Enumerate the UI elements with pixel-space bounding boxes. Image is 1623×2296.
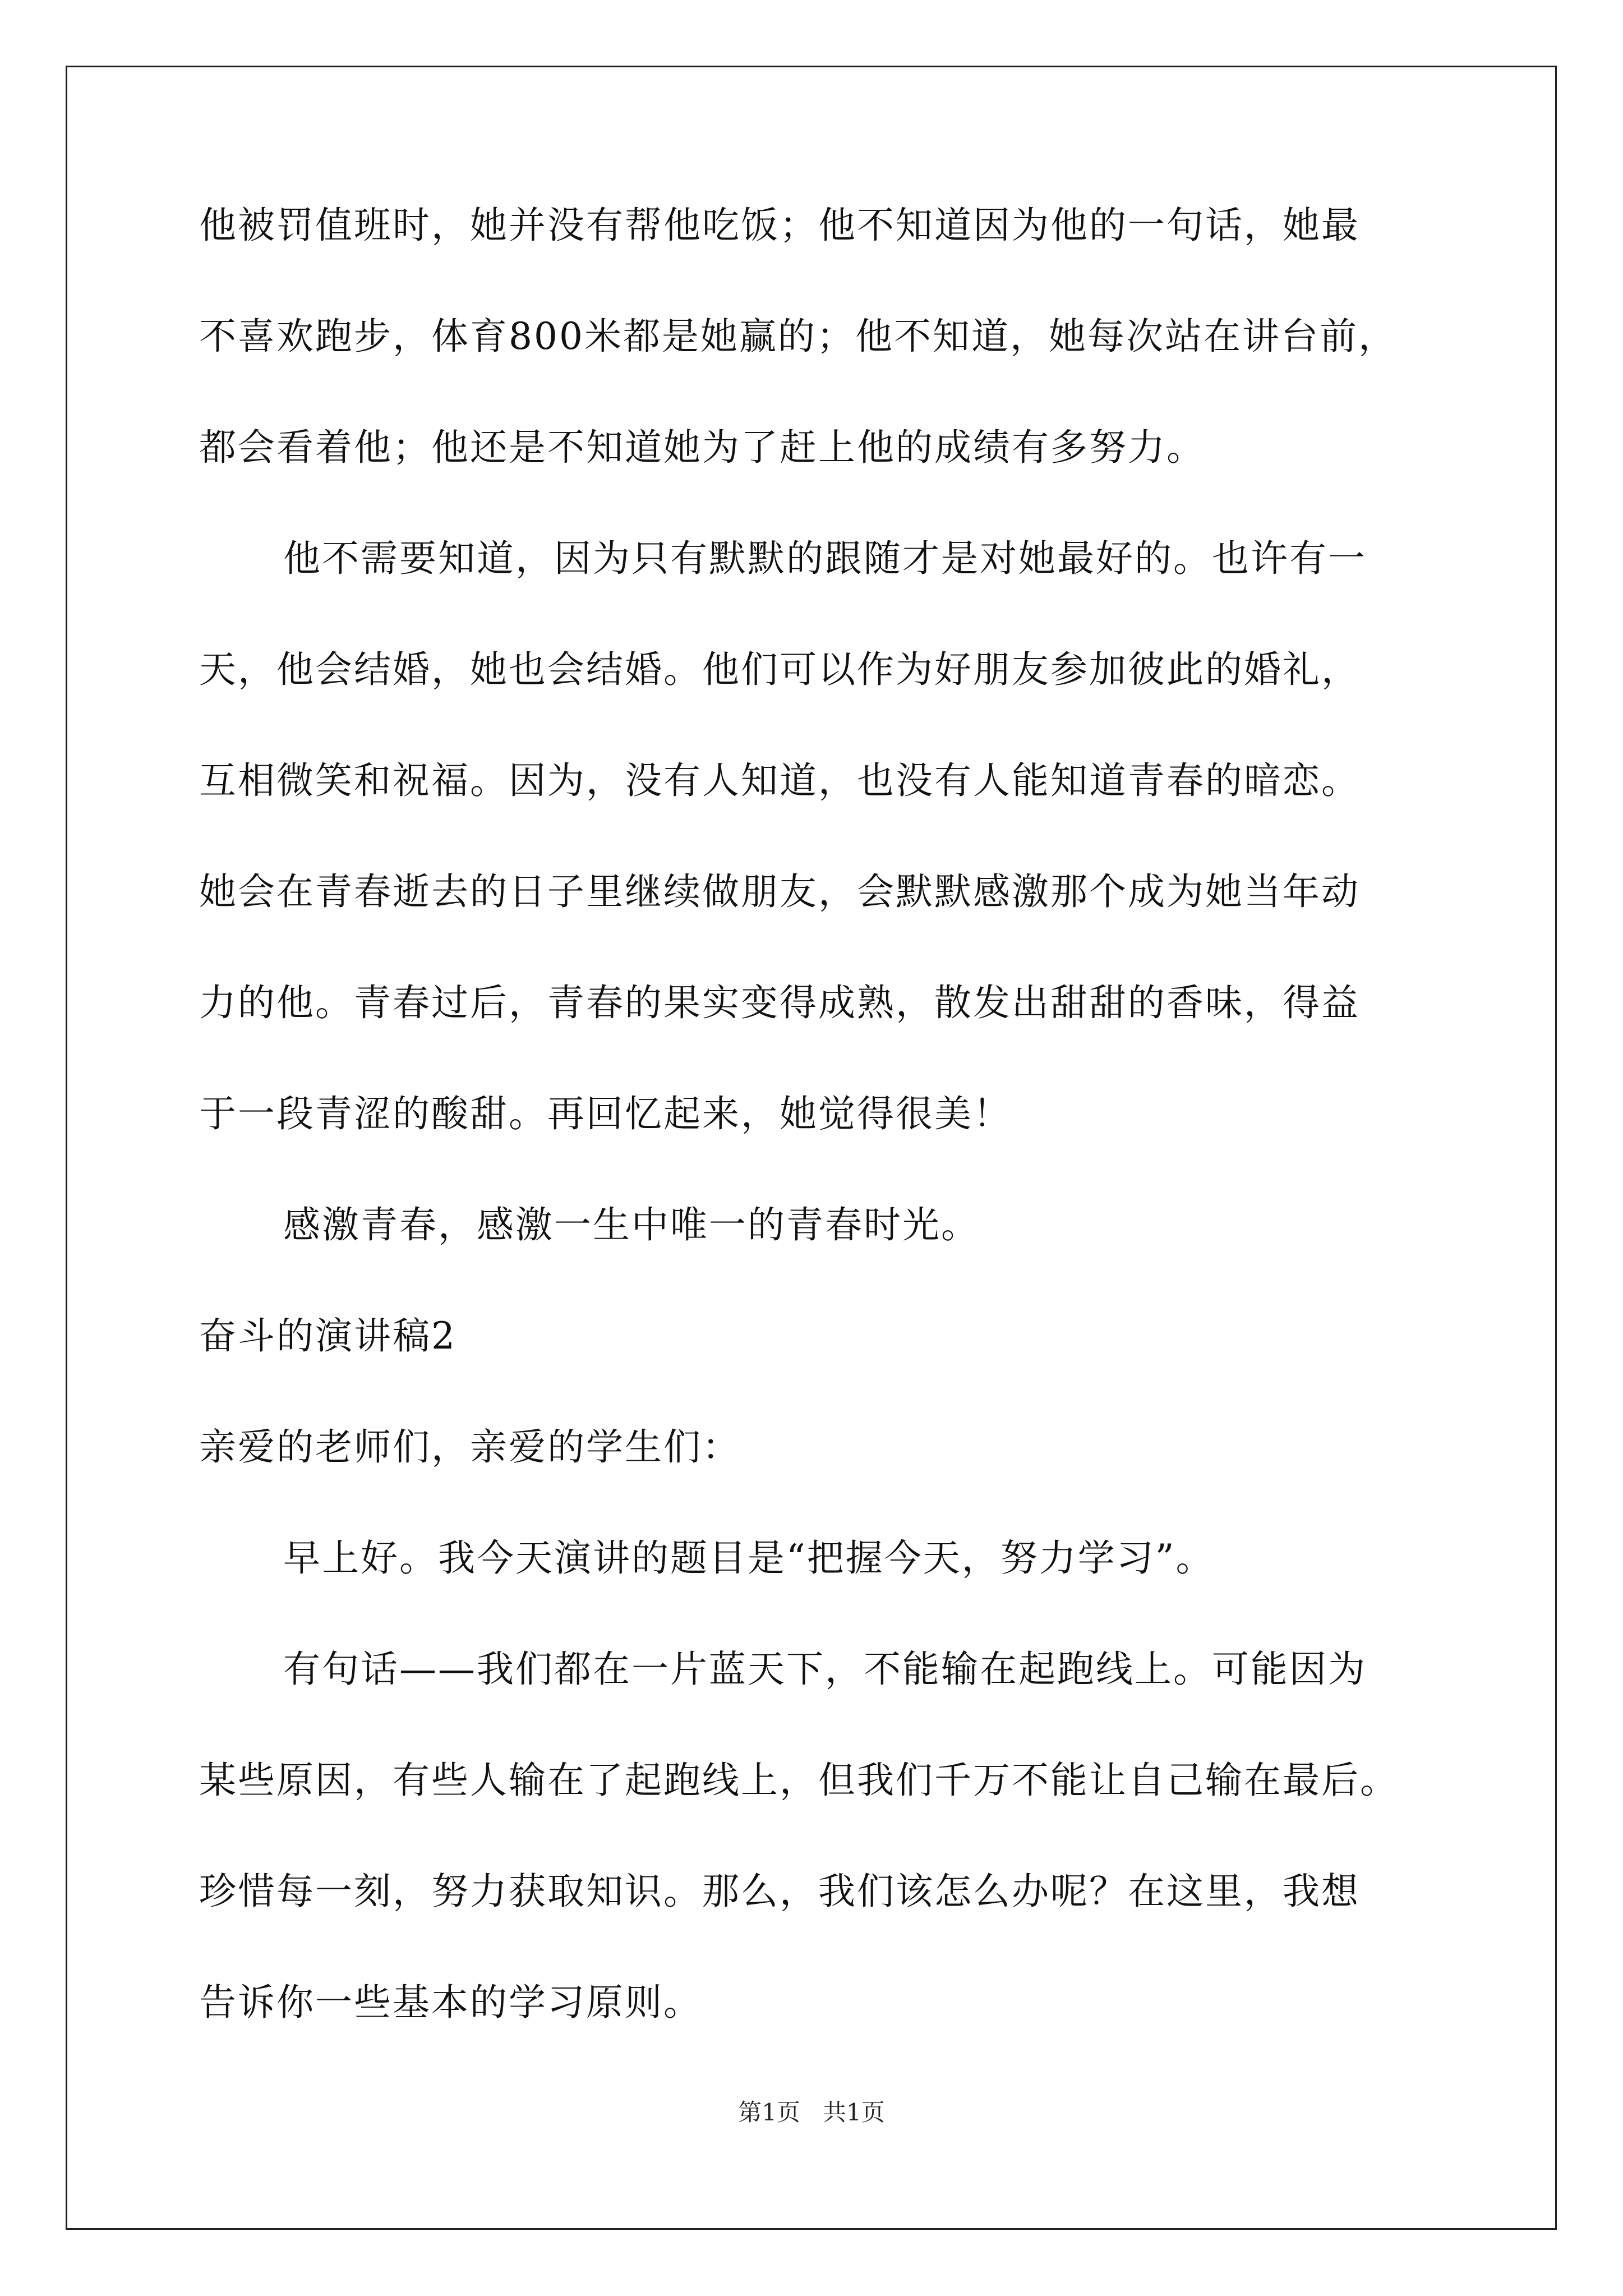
text-line: 互相微笑和祝福。因为，没有人知道，也没有人能知道青春的暗恋。	[199, 759, 1360, 802]
paragraph-start-line: 早上好。我今天演讲的题目是“把握今天，努力学习”。	[283, 1536, 1215, 1580]
text-line: 告诉你一些基本的学习原则。	[199, 1981, 702, 2024]
text-line: 力的他。青春过后，青春的果实变得成熟，散发出甜甜的香味，得益	[199, 981, 1360, 1024]
paragraph-start-line: 他不需要知道，因为只有默默的跟随才是对她最好的。也许有一	[283, 537, 1367, 580]
paragraph-start-line: 感激青春，感激一生中唯一的青春时光。	[283, 1203, 980, 1246]
text-line: 天，他会结婚，她也会结婚。他们可以作为好朋友参加彼此的婚礼，	[199, 648, 1360, 691]
text-line: 于一段青涩的酸甜。再回忆起来，她觉得很美！	[199, 1092, 1012, 1135]
text-line: 她会在青春逝去的日子里继续做朋友，会默默感激那个成为她当年动	[199, 870, 1360, 913]
section-title: 奋斗的演讲稿2	[199, 1314, 457, 1358]
text-line: 不喜欢跑步，体育800米都是她赢的；他不知道，她每次站在讲台前，	[199, 315, 1397, 358]
text-line: 某些原因，有些人输在了起跑线上，但我们千万不能让自己输在最后。	[199, 1759, 1399, 1802]
text-line: 他被罚值班时，她并没有帮他吃饭；他不知道因为他的一句话，她最	[199, 204, 1360, 247]
salutation: 亲爱的老师们，亲爱的学生们：	[199, 1425, 741, 1469]
text-line: 都会看着他；他还是不知道她为了赶上他的成绩有多努力。	[199, 426, 1205, 469]
paragraph-start-line: 有句话——我们都在一片蓝天下，不能输在起跑线上。可能因为	[283, 1648, 1367, 1691]
text-line: 珍惜每一刻，努力获取知识。那么，我们该怎么办呢？在这里，我想	[199, 1870, 1360, 1913]
page-number-footer: 第1页 共1页	[738, 2099, 885, 2126]
